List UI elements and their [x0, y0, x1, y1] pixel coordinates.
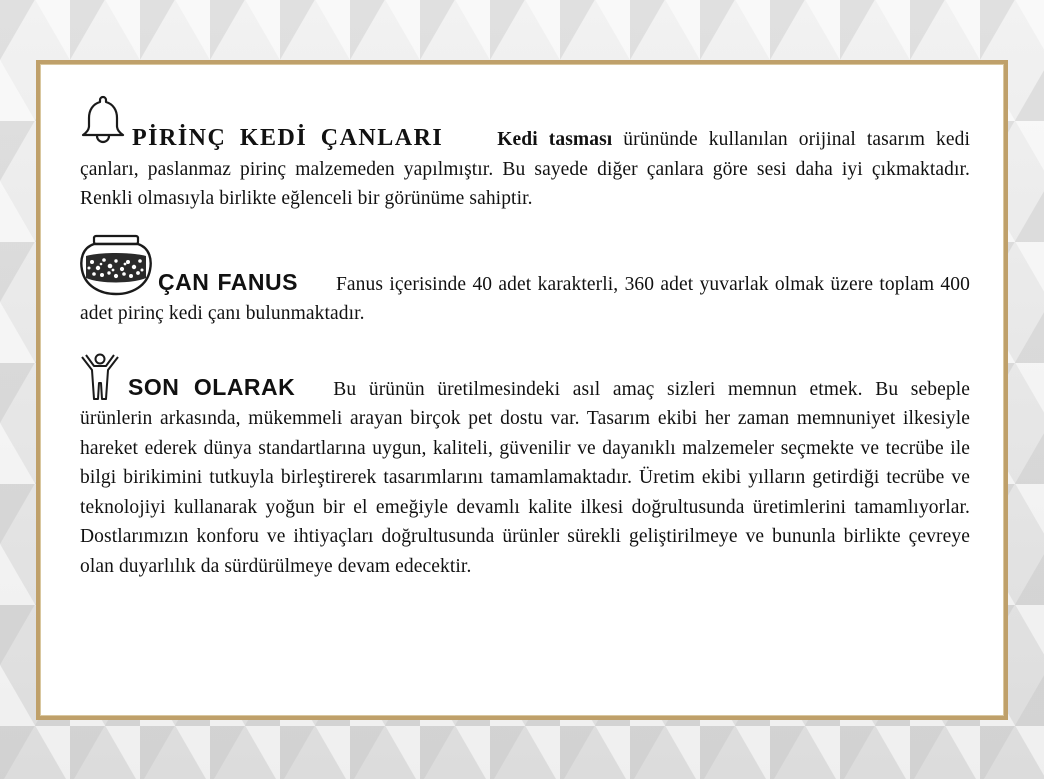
section-heading: PİRİNÇ KEDİ ÇANLARI: [132, 125, 444, 151]
section-text: Fanus içerisinde 40 adet karakterli, 360 adet yuvarlak olmak üzere toplam 400 adet pirinç kedi çanı bulunmaktadır.: [80, 273, 970, 324]
section-heading: SON OLARAK: [128, 373, 296, 400]
section-can-fanus: [80, 234, 970, 329]
section-paragraph: [80, 353, 970, 582]
section-text: Bu ürünün üretilmesindeki asıl amaç sizleri memnun etmek. Bu sebeple ürünlerin arkasında, mükemmeli arayan birçok pet dostu var. Tasarım ekibi her zaman memnuniyet ilkesiyle hareket ederek dünya standartlarına uygun, kaliteli, güvenilir ve dayanıklı malzemeler seçmekte ve tecrübe ile bilgi birikimini tutkuyla birleştirerek tasarımlarını tamamlamaktadır. Üretim ekibi yılların getirdiği tecrübe ve teknolojiyi kullanarak yoğun bir el emeğiyle devamlı kalite ilkesi doğrultusunda üretimlerini tamamlıyorlar. Dostlarımızın konforu ve ihtiyaçları doğrultusunda ürünler sürekli geliştirilmeye ve bununla birlikte çevreye olan duyarlılık da sürdürülmeye devam edecektir.: [80, 378, 970, 577]
person-arms-up-icon: [80, 353, 120, 401]
product-name: Kedi tasması: [497, 129, 613, 150]
bell-icon: [80, 94, 126, 144]
section-heading: ÇAN FANUS: [158, 268, 298, 295]
section-pirinc-kedi-canlari: [80, 90, 970, 214]
content-frame: [36, 60, 1008, 720]
content-body: [80, 90, 970, 581]
jar-icon: [80, 234, 152, 296]
section-son-olarak: [80, 353, 970, 582]
section-text: ürününde kullanılan orijinal tasarım kedi çanları, paslanmaz pirinç malzemeden yapılmıştır. Bu sayede diğer çanlara göre sesi daha iyi çıkmaktadır. Renkli olmasıyla birlikte eğlenceli bir görünüme sahiptir.: [80, 129, 970, 209]
section-paragraph: [80, 90, 970, 214]
section-paragraph: [80, 234, 970, 329]
